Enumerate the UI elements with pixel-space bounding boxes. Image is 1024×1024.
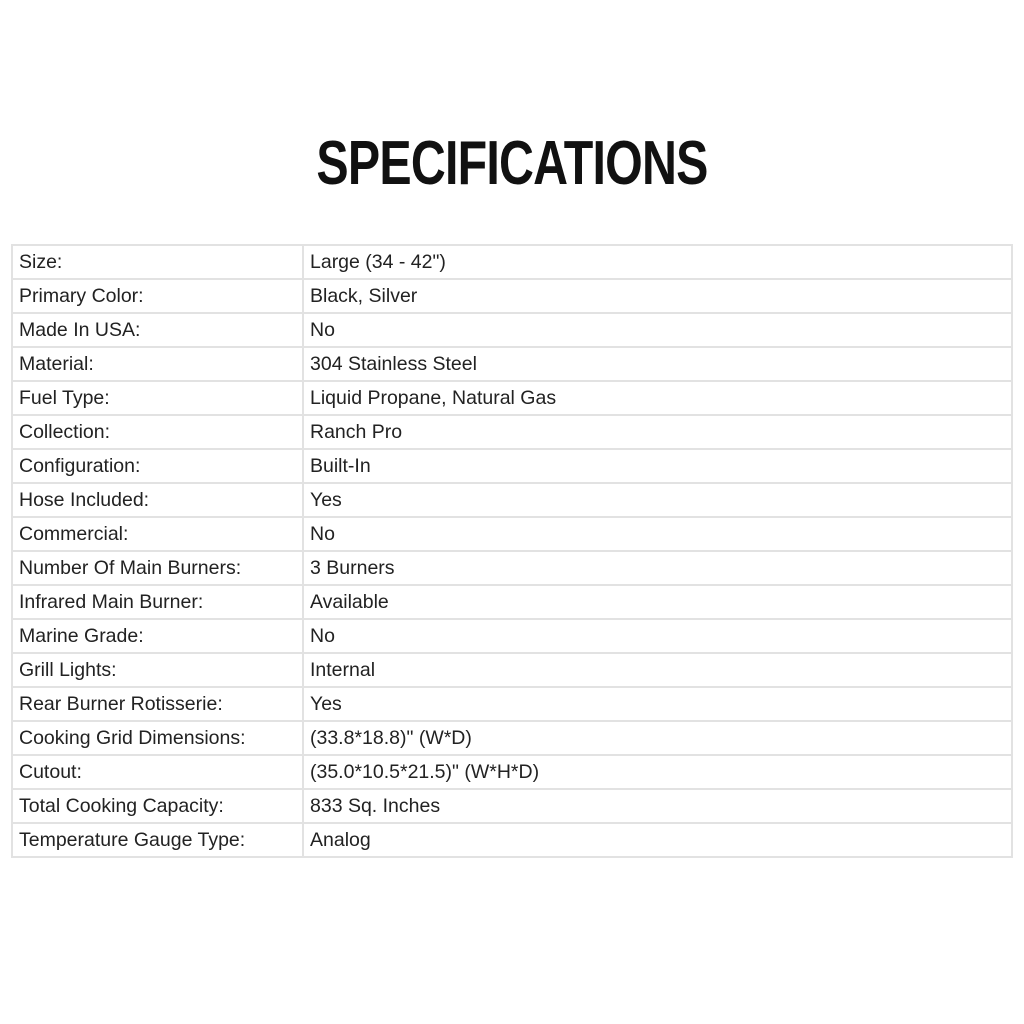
spec-value: Available xyxy=(303,585,1012,619)
spec-value: Ranch Pro xyxy=(303,415,1012,449)
spec-row xyxy=(12,347,1012,381)
spec-value: 304 Stainless Steel xyxy=(303,347,1012,381)
spec-label: Commercial: xyxy=(12,517,303,551)
spec-row xyxy=(12,279,1012,313)
specifications-table xyxy=(11,244,1013,858)
spec-value: Large (34 - 42") xyxy=(303,245,1012,279)
spec-value: (33.8*18.8)" (W*D) xyxy=(303,721,1012,755)
specifications-table-body xyxy=(12,245,1012,857)
spec-row xyxy=(12,415,1012,449)
spec-label: Number Of Main Burners: xyxy=(12,551,303,585)
spec-label: Collection: xyxy=(12,415,303,449)
spec-label: Marine Grade: xyxy=(12,619,303,653)
spec-value: No xyxy=(303,619,1012,653)
spec-label: Temperature Gauge Type: xyxy=(12,823,303,857)
spec-label: Grill Lights: xyxy=(12,653,303,687)
spec-row xyxy=(12,313,1012,347)
spec-row xyxy=(12,585,1012,619)
spec-label: Cooking Grid Dimensions: xyxy=(12,721,303,755)
spec-row xyxy=(12,619,1012,653)
spec-label: Material: xyxy=(12,347,303,381)
spec-row xyxy=(12,517,1012,551)
spec-label: Primary Color: xyxy=(12,279,303,313)
spec-label: Size: xyxy=(12,245,303,279)
spec-value: Internal xyxy=(303,653,1012,687)
spec-row xyxy=(12,789,1012,823)
spec-row xyxy=(12,653,1012,687)
spec-value: Yes xyxy=(303,687,1012,721)
spec-label: Fuel Type: xyxy=(12,381,303,415)
spec-row xyxy=(12,245,1012,279)
spec-label: Made In USA: xyxy=(12,313,303,347)
spec-row xyxy=(12,823,1012,857)
spec-label: Total Cooking Capacity: xyxy=(12,789,303,823)
spec-label: Rear Burner Rotisserie: xyxy=(12,687,303,721)
spec-row xyxy=(12,687,1012,721)
spec-label: Configuration: xyxy=(12,449,303,483)
spec-row xyxy=(12,755,1012,789)
spec-value: 3 Burners xyxy=(303,551,1012,585)
spec-label: Cutout: xyxy=(12,755,303,789)
spec-row xyxy=(12,449,1012,483)
spec-value: Yes xyxy=(303,483,1012,517)
spec-value: Black, Silver xyxy=(303,279,1012,313)
page-title: SPECIFICATIONS xyxy=(316,129,708,198)
spec-value: No xyxy=(303,313,1012,347)
spec-row xyxy=(12,721,1012,755)
spec-row xyxy=(12,483,1012,517)
spec-row xyxy=(12,551,1012,585)
spec-value: Built-In xyxy=(303,449,1012,483)
spec-value: No xyxy=(303,517,1012,551)
spec-row xyxy=(12,381,1012,415)
spec-label: Infrared Main Burner: xyxy=(12,585,303,619)
spec-value: Analog xyxy=(303,823,1012,857)
spec-label: Hose Included: xyxy=(12,483,303,517)
spec-value: 833 Sq. Inches xyxy=(303,789,1012,823)
spec-value: Liquid Propane, Natural Gas xyxy=(303,381,1012,415)
spec-value: (35.0*10.5*21.5)" (W*H*D) xyxy=(303,755,1012,789)
